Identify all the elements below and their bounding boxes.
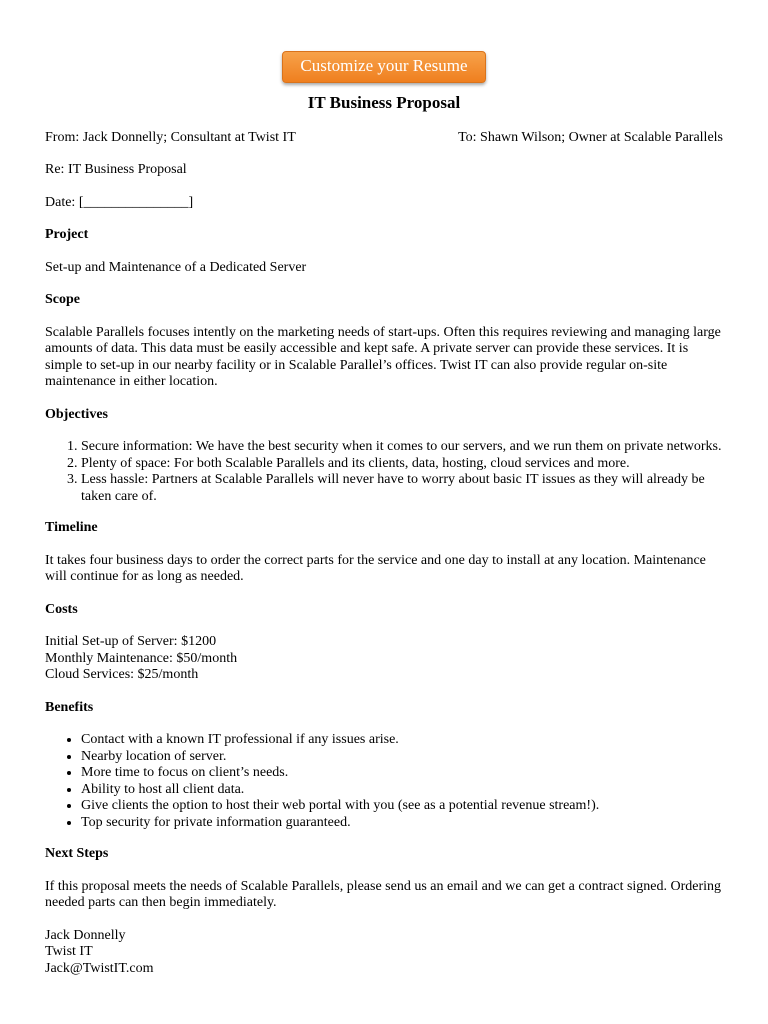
cost-line: Cloud Services: $25/month [45, 667, 199, 682]
customize-resume-button[interactable]: Customize your Resume [282, 51, 486, 83]
objective-item: 3. Less hassle: Partners at Scalable Parallels will never have to worry about basic IT issues as they will already be taken care of. [81, 472, 725, 505]
objective-item: 1. Secure information: We have the best security when it comes to our servers, and we run them on private networks. [81, 439, 725, 456]
next-steps-heading: Next Steps [45, 846, 109, 861]
objectives-list [45, 439, 725, 505]
objectives-heading: Objectives [45, 406, 108, 422]
benefits-heading: Benefits [45, 699, 94, 715]
document-body [45, 130, 725, 993]
project-heading: Project [45, 227, 89, 242]
benefit-item: • Ability to host all client data. [81, 782, 725, 799]
date-line: Date: [_______________] [45, 194, 194, 210]
document-title: IT Business Proposal [307, 93, 461, 112]
benefit-item: • Nearby location of server. [81, 749, 725, 766]
scope-text: Scalable Parallels focuses intently on the marketing needs of start-ups. Often this requires reviewing and managing large amounts of data. This data must be easily accessible and kept safe. A private server can provide these services. It is simple to set-up in our nearby facility or in Scalable Parallel’s offices. Twist IT can also provide regular on-site maintenance in either location. [45, 324, 721, 389]
benefit-item: • More time to focus on client’s needs. [81, 765, 725, 782]
signature-block [45, 928, 725, 978]
objective-item: 2. Plenty of space: For both Scalable Parallels and its clients, data, hosting, cloud services and more. [81, 456, 725, 473]
cost-line: Monthly Maintenance: $50/month [45, 650, 238, 666]
costs-lines [45, 634, 725, 684]
benefit-item: • Contact with a known IT professional if any issues arise. [81, 732, 725, 749]
signature-company: Twist IT [45, 944, 93, 959]
benefits-list [45, 732, 725, 831]
cta-container [0, 51, 768, 83]
timeline-text: It takes four business days to order the correct parts for the service and one day to install at any location. Maintenance will continue for as long as needed. [45, 552, 706, 584]
from-line: From: Jack Donnelly; Consultant at Twist IT [45, 130, 296, 145]
to-line: To: Shawn Wilson; Owner at Scalable Parallels [458, 130, 723, 145]
cost-line: Initial Set-up of Server: $1200 [45, 634, 217, 649]
scope-heading: Scope [45, 292, 80, 307]
next-steps-text: If this proposal meets the needs of Scalable Parallels, please send us an email and we can get a contract signed. Ordering needed parts can then begin immediately. [45, 878, 722, 910]
timeline-heading: Timeline [45, 520, 98, 535]
costs-heading: Costs [45, 601, 78, 617]
signature-name: Jack Donnelly [45, 927, 126, 943]
project-text: Set-up and Maintenance of a Dedicated Server [45, 259, 307, 275]
from-to-row [45, 130, 725, 146]
signature-email: Jack@TwistIT.com [45, 960, 154, 976]
re-line: Re: IT Business Proposal [45, 162, 187, 177]
benefit-item: • Give clients the option to host their web portal with you (see as a potential revenue stream!). [81, 798, 725, 815]
benefit-item: • Top security for private information guaranteed. [81, 815, 725, 832]
